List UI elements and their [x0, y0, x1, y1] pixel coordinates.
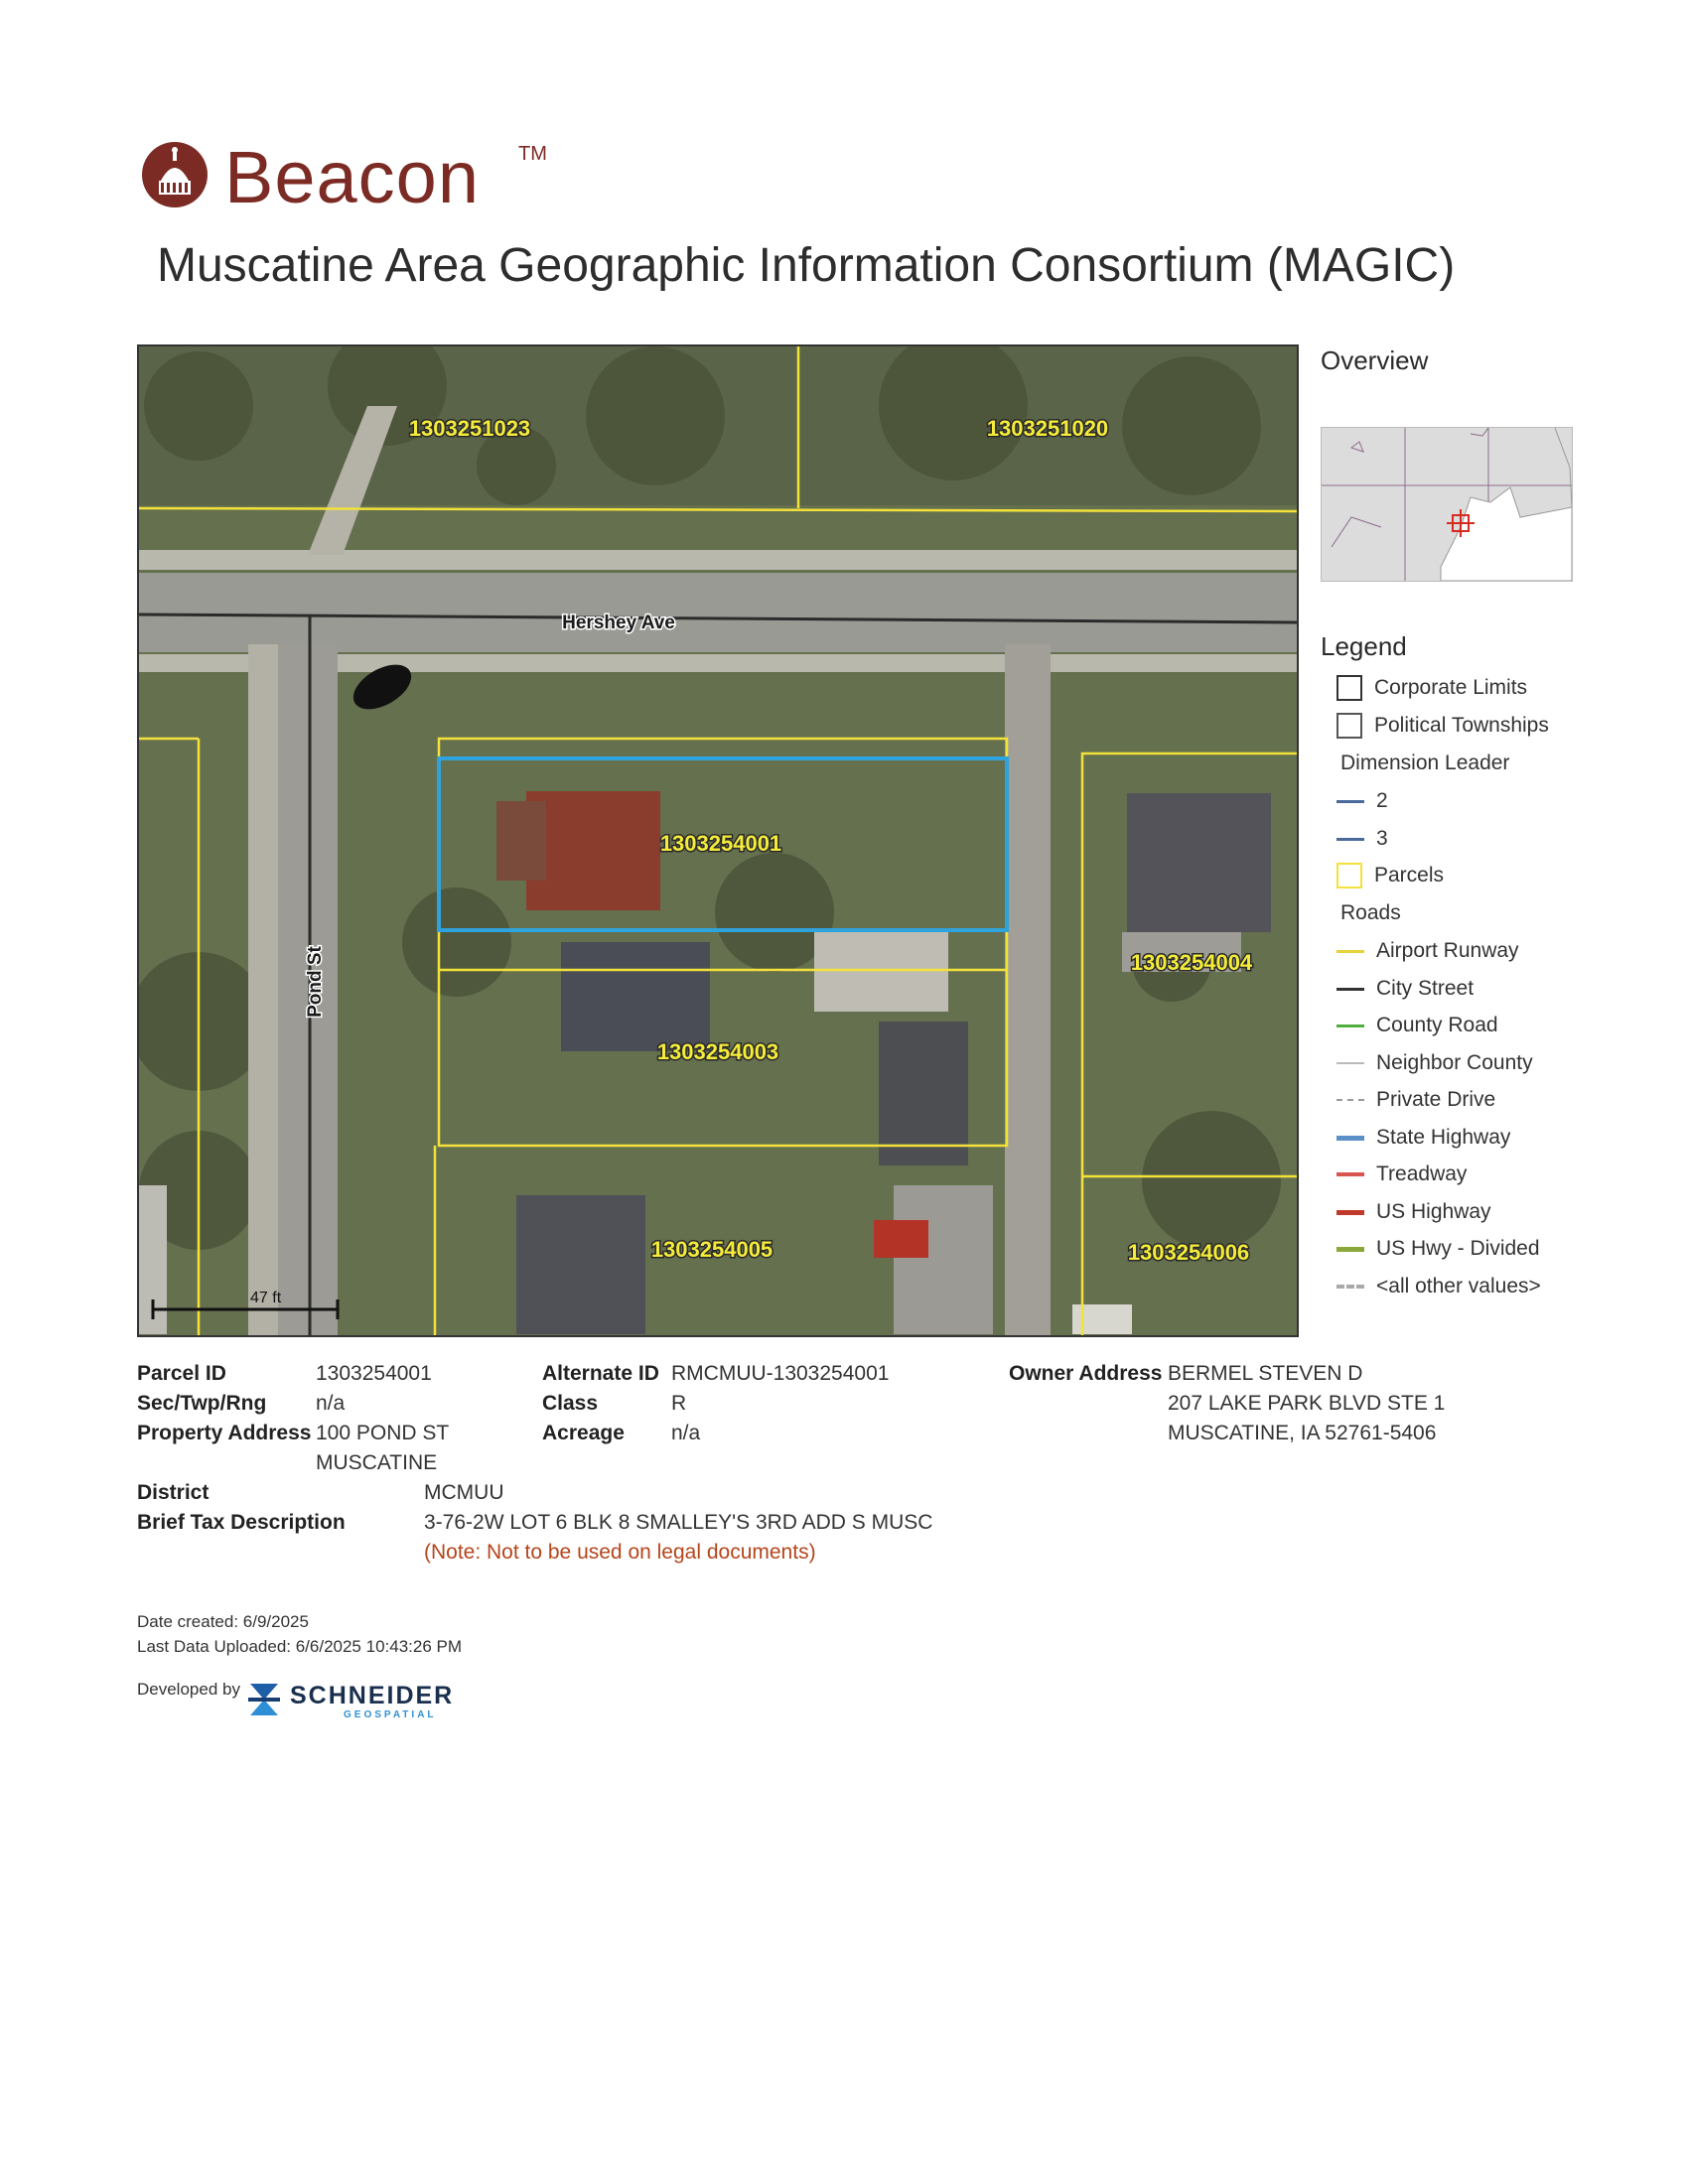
schneider-icon	[246, 1680, 282, 1719]
parcel-map[interactable]	[137, 344, 1299, 1337]
trademark: TM	[518, 143, 547, 165]
page-title: Muscatine Area Geographic Information Consortium (MAGIC)	[157, 239, 1456, 292]
parcel-label[interactable]: 1303254006	[1127, 1240, 1250, 1265]
legend-item-political-townships: Political Townships	[1336, 709, 1549, 743]
owner-name: BERMEL STEVEN D	[1168, 1362, 1363, 1385]
legend-swatch	[1336, 1024, 1364, 1027]
street-label-hershey: Hershey Ave	[562, 613, 675, 633]
district-label: District	[137, 1481, 210, 1504]
sec-twp-rng-label: Sec/Twp/Rng	[137, 1392, 267, 1415]
developed-by: Developed by	[137, 1680, 240, 1699]
legend-group-roads: Roads	[1340, 901, 1401, 924]
legend-item-parcels: Parcels	[1336, 859, 1444, 892]
legend-swatch	[1336, 1247, 1364, 1252]
alternate-id-value: RMCMUU-1303254001	[671, 1362, 890, 1385]
legend-item-dim-3: 3	[1336, 822, 1388, 856]
legend-swatch	[1336, 1062, 1364, 1064]
legend-swatch	[1336, 1099, 1364, 1101]
parcel-label[interactable]: 1303254003	[656, 1039, 779, 1064]
vendor-name: SCHNEIDER	[290, 1682, 455, 1709]
legend-swatch	[1336, 800, 1364, 803]
sec-twp-rng-value: n/a	[316, 1392, 346, 1415]
legend-swatch	[1336, 1172, 1364, 1176]
legend-item-treadway: Treadway	[1336, 1158, 1467, 1191]
legend-item-airport-runway: Airport Runway	[1336, 934, 1519, 968]
schneider-logo[interactable]	[246, 1676, 455, 1723]
overview-locator	[1322, 428, 1572, 581]
legend-swatch	[1336, 1285, 1364, 1289]
legend-swatch	[1336, 950, 1364, 953]
date-created: Date created: 6/9/2025	[137, 1612, 309, 1631]
legend-item-all-other-values: <all other values>	[1336, 1270, 1541, 1303]
tax-description-label: Brief Tax Description	[137, 1511, 346, 1534]
legend-item-state-highway: State Highway	[1336, 1121, 1510, 1155]
owner-address-label: Owner Address	[1009, 1362, 1163, 1385]
parcel-id-label: Parcel ID	[137, 1362, 226, 1385]
legend-swatch	[1336, 1210, 1364, 1215]
street-label-pond: Pond St	[305, 946, 326, 1018]
property-address-line1: 100 POND ST	[316, 1422, 450, 1444]
beacon-logo	[141, 137, 558, 216]
class-value: R	[671, 1392, 687, 1415]
legend-item-county-road: County Road	[1336, 1009, 1498, 1042]
legend-item-dim-2: 2	[1336, 784, 1388, 818]
parcel-label[interactable]: 1303254005	[650, 1237, 774, 1262]
legend-item-city-street: City Street	[1336, 972, 1474, 1006]
class-label: Class	[542, 1392, 599, 1415]
tax-description-value: 3-76-2W LOT 6 BLK 8 SMALLEY'S 3RD ADD S MUSC	[424, 1511, 933, 1534]
owner-street: 207 LAKE PARK BLVD STE 1	[1168, 1392, 1446, 1415]
legal-note: (Note: Not to be used on legal documents)	[424, 1541, 816, 1564]
owner-city: MUSCATINE, IA 52761-5406	[1168, 1422, 1437, 1444]
legend-item-neighbor-county: Neighbor County	[1336, 1046, 1533, 1080]
parcel-label[interactable]: 1303251023	[408, 416, 531, 441]
parcel-label[interactable]: 1303251020	[986, 416, 1109, 441]
legend-title: Legend	[1321, 631, 1407, 661]
aerial-map	[139, 346, 1297, 1335]
capitol-dome-icon	[141, 141, 209, 208]
legend-swatch	[1336, 838, 1364, 841]
legend-swatch	[1336, 1136, 1364, 1141]
legend-item-private-drive: Private Drive	[1336, 1083, 1495, 1117]
parcel-id-value: 1303254001	[316, 1362, 432, 1385]
legend-item-us-hwy-divided: US Hwy - Divided	[1336, 1232, 1540, 1266]
brand-name: Beacon	[224, 136, 480, 218]
legend-item-corporate-limits: Corporate Limits	[1336, 671, 1527, 705]
legend-swatch	[1336, 988, 1364, 991]
parcel-label[interactable]: 1303254001	[659, 831, 782, 856]
legend-swatch	[1336, 675, 1362, 701]
property-address-line2: MUSCATINE	[316, 1451, 438, 1474]
alternate-id-label: Alternate ID	[542, 1362, 659, 1385]
scale-label: 47 ft	[250, 1290, 282, 1306]
legend-item-us-highway: US Highway	[1336, 1195, 1491, 1229]
last-data-uploaded: Last Data Uploaded: 6/6/2025 10:43:26 PM	[137, 1637, 463, 1656]
legend-group-dimension-leader: Dimension Leader	[1340, 751, 1510, 774]
legend-swatch	[1336, 863, 1362, 888]
parcel-label[interactable]: 1303254004	[1130, 950, 1253, 975]
acreage-value: n/a	[671, 1422, 701, 1444]
vendor-sub: GEOSPATIAL	[344, 1709, 437, 1720]
legend-swatch	[1336, 713, 1362, 739]
property-address-label: Property Address	[137, 1422, 312, 1444]
district-value: MCMUU	[424, 1481, 504, 1504]
overview-map[interactable]	[1321, 427, 1573, 582]
overview-title: Overview	[1321, 345, 1429, 375]
acreage-label: Acreage	[542, 1422, 625, 1444]
